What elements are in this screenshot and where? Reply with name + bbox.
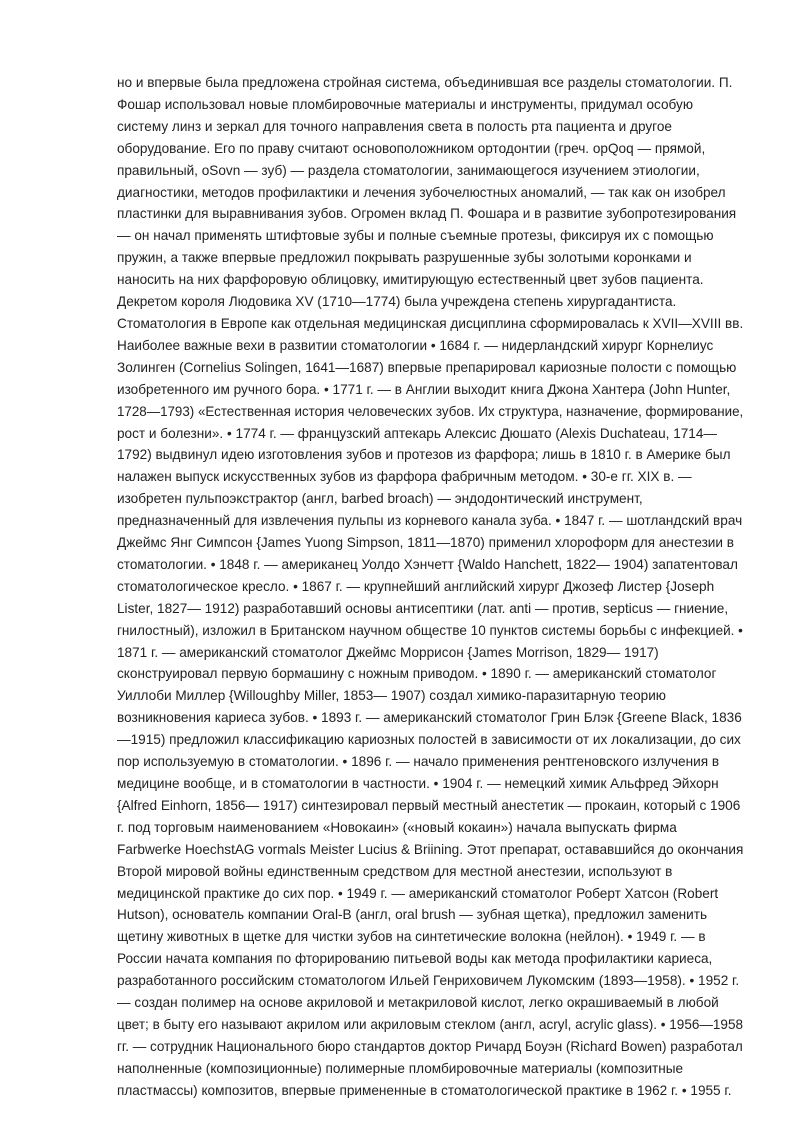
text-line: гг. — сотрудник Национального бюро стандартов доктор Ричард Боуэн (Richard Bowen) разработал [117,1038,743,1054]
text-line: возникновения кариеса зубов. • 1893 г. — американский стоматолог Грин Блэк {Greene Black, 1836 [117,710,742,726]
text-line: цвет; в быту его называют акрилом или акриловым стеклом (англ, acryl, acrylic glass). • 1956—1958 [117,1016,744,1032]
text-line: Второй мировой войны единственным средством для местной анестезии, используют в [117,863,673,879]
text-line: правильный, oSovn — зуб) — раздела стоматологии, занимающегося изучением этиологии, [117,162,700,178]
text-line: пружин, а также впервые предложил покрывать разрушенные зубы золотыми коронками и [117,250,692,266]
text-line: Farbwerke HoechstAG vormals Meister Lucius & Briining. Этот препарат, остававшийся до окончания [117,841,744,857]
text-line: наполненные (композиционные) полимерные пломбировочные материалы (композитные [117,1060,684,1076]
text-line: наносить на них фарфоровую облицовку, имитирующую естественный цвет зубов пациента. [117,272,704,288]
text-line: стоматологии. • 1848 г. — американец Уолдо Хэнчетт {Waldo Hanchett, 1822— 1904) запатентовал [117,556,738,572]
text-line: изобретенного им ручного бора. • 1771 г. — в Англии выходит книга Джона Хантера (John Hunter, [117,381,731,397]
text-line: Стоматология в Европе как отдельная медицинская дисциплина сформировалась к XVII—XVIII вв. [117,315,744,331]
body-text [117,72,743,1102]
text-line: г. под торговым наименованием «Новокаин» («новый кокаин») начала выпускать фирма [117,819,677,835]
text-line: Lister, 1827— 1912) разработавший основы антисептики (лат. anti — против, septicus — гниение, [117,600,729,616]
text-line: предназначенный для извлечения пульпы из корневого канала зуба. • 1847 г. — шотландский врач [117,513,743,529]
text-line: стоматологическое кресло. • 1867 г. — крупнейший английский хирург Джозеф Листер {Joseph [117,578,715,594]
text-line: но и впервые была предложена стройная система, объединившая все разделы стоматологии. П. [117,75,733,90]
text-line: разработанного российским стоматологом Ильей Генриховичем Лукомским (1893—1958). • 1952 г. [117,973,740,989]
text-line: Фошар использовал новые пломбировочные материалы и инструменты, придумал особую [117,96,694,112]
text-line: рост и болезни». • 1774 г. — французский аптекарь Алексис Дюшато (Alexis Duchateau, 1714— [117,425,718,441]
text-line: систему линз и зеркал для точного направления света в полость рта пациента и другое [117,118,672,134]
text-line: 1728—1793) «Естественная история человеческих зубов. Их структура, назначение, формирование, [117,403,744,419]
text-line: Уиллоби Миллер {Willoughby Miller, 1853— 1907) создал химико-паразитарную теорию [117,688,666,704]
text-line: {Alfred Einhorn, 1856— 1917) синтезировал первый местный анестетик — прокаин, который с 1906 [117,797,741,813]
text-line: гнилостный), изложил в Британском научном обществе 10 пунктов системы борьбы с инфекцией. • [117,622,743,638]
text-line: Наиболее важные вехи в развитии стоматологии • 1684 г. — нидерландский хирург Корнелиус [117,337,714,353]
text-line: медицине вообще, и в стоматологии в частности. • 1904 г. — немецкий химик Альфред Эйхорн [117,776,719,791]
text-line: Джеймс Янг Симпсон {James Yuong Simpson, 1811—1870) применил хлороформ для анестезии в [117,535,734,551]
text-line: Hutson), основатель компании Oral-B (англ, oral brush — зубная щетка), предложил заменить [117,907,708,923]
text-line: пластинки для выравнивания зубов. Огромен вклад П. Фошара и в развитие зубопротезирования [117,206,737,222]
text-line: налажен выпуск искусственных зубов из фарфора фабричным методом. • 30-е гг. XIX в. — [117,469,692,485]
text-line: 1792) выдвинул идею изготовления зубов и протезов из фарфора; лишь в 1810 г. в Америке был [117,447,731,463]
text-line: Декретом короля Людовика XV (1710—1774) была учреждена степень хирургадантиста. [117,294,677,310]
text-line: — он начал применять штифтовые зубы и полные съемные протезы, фиксируя их с помощью [117,228,714,244]
text-line: диагностики, методов профилактики и лечения зубочелюстных аномалий, — так как он изобрел [117,184,726,200]
text-line: изобретен пульпоэкстрактор (англ, barbed broach) — эндодонтический инструмент, [117,491,643,507]
text-line: 1871 г. — американский стоматолог Джеймс Моррисон {James Morrison, 1829— 1917) [117,644,659,660]
text-line: щетину животных в щетке для чистки зубов на синтетические волокна (нейлон). • 1949 г. — в [117,929,706,945]
text-line: России начата компания по фторированию питьевой воды как метода профилактики кариеса, [117,951,713,967]
text-line: — создан полимер на основе акриловой и метакриловой кислот, легко окрашиваемый в любой [117,995,719,1011]
text-line: сконструировал первую бормашину с ножным приводом. • 1890 г. — американский стоматолог [117,666,717,682]
text-line: —1915) предложил классификацию кариозных полостей в зависимости от их локализации, до сих [117,732,741,748]
text-line: медицинской практике до сих пор. • 1949 г. — американский стоматолог Роберт Хатсон (Robert [117,885,719,901]
text-line: пор используемую в стоматологии. • 1896 г. — начало применения рентгеновского излучения в [117,754,720,770]
text-line: Золинген (Cornelius Solingen, 1641—1687) впервые препарировал кариозные полости с помощью [117,359,737,375]
text-line: оборудование. Его по праву считают основоположником ортодонтии (греч. opQoq — прямой, [117,140,706,156]
text-line: пластмассы) композитов, впервые примененные в стоматологической практике в 1962 г. • 1955 г. [117,1082,732,1098]
